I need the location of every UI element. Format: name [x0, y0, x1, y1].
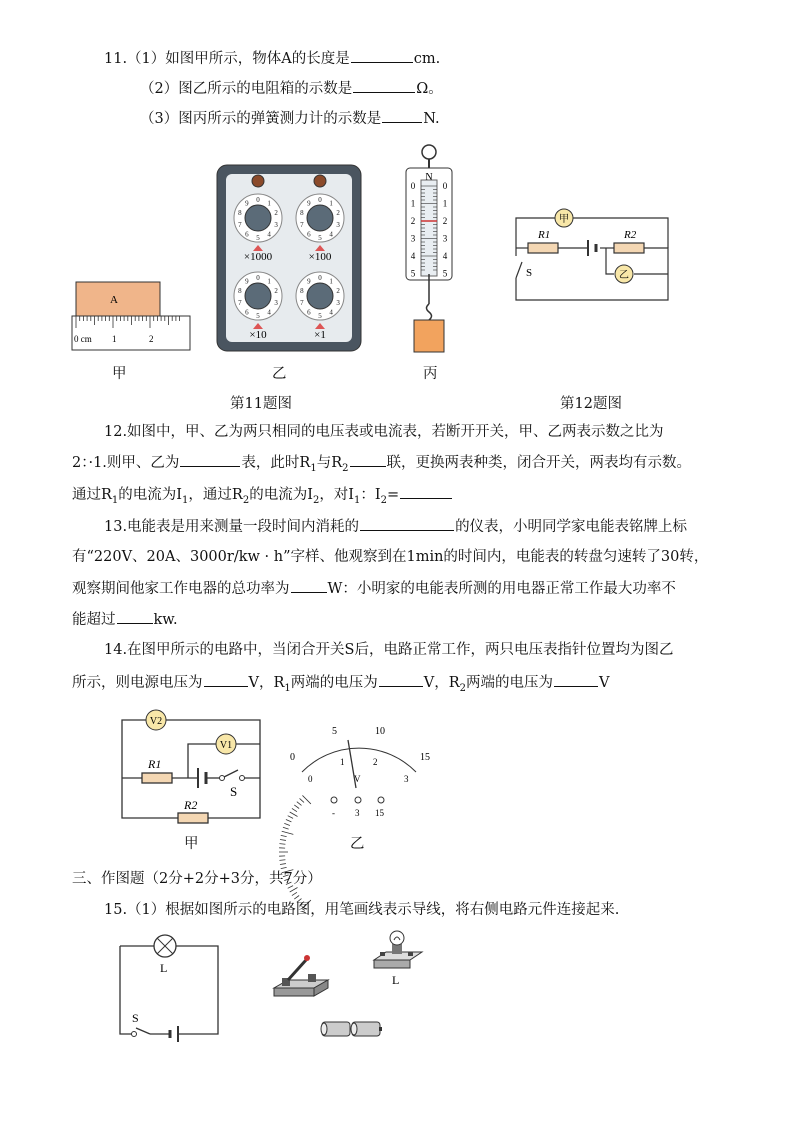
circuit-12	[510, 200, 685, 310]
meter-yi-label: 乙	[619, 270, 629, 281]
lamp-label: L	[160, 961, 168, 975]
object-a	[76, 282, 160, 316]
dial-digit: 3	[336, 220, 340, 229]
answer-blank[interactable]	[360, 516, 454, 531]
q12-line3: 通过$R_1$的电流为$I_1$，通过$R_2$的电流为$I_2$，对$I_1$：$I_2=$	[72, 484, 453, 511]
section-3-title: 三、作图题（2分+2分+3分，共7分）	[72, 871, 322, 887]
terminal	[252, 175, 264, 187]
ruler-body	[72, 316, 190, 350]
r1-label: R1	[148, 757, 162, 771]
dial-digit: 1	[267, 199, 271, 208]
inner-tick-0: 0	[308, 774, 313, 784]
circuit-15	[116, 932, 226, 1044]
dial-tick	[292, 808, 297, 811]
outer-tick-0: 0	[290, 752, 295, 763]
object-a-label: A	[110, 294, 118, 306]
scale-tick-label: 5	[442, 268, 448, 279]
outer-tick-5: 5	[332, 726, 337, 737]
dial-digit: 2	[336, 287, 340, 296]
ruler-tick-2: 2	[149, 334, 154, 344]
dial-tick	[280, 839, 286, 840]
scale-tick-label: 2	[410, 216, 416, 226]
dial-digit: 5	[318, 234, 322, 242]
dial-digit: 0	[256, 274, 260, 282]
dial-digit: 4	[329, 230, 333, 239]
scale-tick-label: 2	[442, 216, 448, 226]
inner-tick-2: 2	[373, 757, 378, 767]
dial-tick	[294, 805, 299, 809]
dial-digit: 9	[245, 199, 249, 208]
scale-tick-label: 5	[410, 268, 416, 279]
ruler-tick-0: 0 cm	[74, 334, 92, 344]
answer-blank[interactable]	[382, 108, 422, 123]
r2-label: R2	[184, 798, 198, 812]
dial-tick	[288, 816, 293, 819]
figure-12-caption: 第12题图	[560, 396, 622, 412]
answer-blank[interactable]	[180, 452, 240, 467]
dial-digit: 8	[238, 209, 242, 218]
dial-tick	[286, 819, 291, 821]
dial-digit: 5	[256, 234, 260, 242]
dial-digit: 9	[245, 277, 249, 286]
figure-11-caption: 第11题图	[230, 396, 292, 412]
dial-digit: 4	[267, 308, 271, 317]
q13-line1: 13.电能表是用来测量一段时间内消耗的 的仪表，小明同学家电能表铭牌上标	[104, 516, 687, 537]
multiplier-1: ×1	[314, 329, 326, 341]
answer-blank[interactable]	[291, 578, 327, 593]
terminal-label-15: 15	[375, 808, 384, 818]
dial-digit: 6	[307, 308, 311, 317]
dial-tick	[300, 798, 304, 802]
dial-tick	[284, 823, 290, 825]
meter-unit: V	[354, 774, 361, 784]
answer-blank[interactable]	[400, 484, 452, 499]
meter-jia-label: 甲	[559, 214, 569, 225]
dial-digit: 8	[238, 287, 242, 296]
caption-bing-11: 丙	[423, 366, 438, 382]
dial-digit: 9	[307, 277, 311, 286]
terminal-3	[355, 797, 361, 803]
switch-label: S	[526, 267, 533, 279]
dial-knob	[307, 205, 333, 231]
spring-scale	[400, 144, 460, 356]
dial-digit: 8	[300, 209, 304, 218]
scale-tick-label: 3	[410, 233, 416, 244]
scale-tick-label: 3	[442, 233, 448, 244]
scale-tick-label: 0	[410, 181, 416, 191]
switch-label: S	[230, 784, 238, 799]
inner-tick-3: 3	[404, 774, 409, 784]
dial-digit: 0	[256, 196, 260, 204]
dial-tick	[279, 860, 285, 861]
r1-label: R1	[538, 229, 551, 241]
dial-digit: 6	[307, 230, 311, 239]
dial-digit: 3	[274, 298, 278, 307]
caption-yi-11: 乙	[272, 366, 287, 382]
dial-digit: 4	[329, 308, 333, 317]
q11-line2: （2）图乙所示的电阻箱的示数是 Ω。	[140, 78, 443, 99]
dial-digit: 1	[329, 199, 333, 208]
caption-jia-11: 甲	[112, 366, 127, 382]
dial-digit: 9	[307, 199, 311, 208]
outer-tick-15: 15	[420, 752, 430, 763]
answer-blank[interactable]	[379, 672, 423, 687]
terminal-label-neg: -	[332, 808, 335, 818]
q11-line1: 11.（1）如图甲所示，物体A的长度是 cm.	[104, 48, 440, 69]
dial-digit: 1	[329, 277, 333, 286]
inner-tick-1: 1	[340, 757, 345, 767]
q13-line2: 有“220V、20A、3000r/kw · h”字样、他观察到在1min的时间内，电能表的转盘匀速转了30转，	[72, 549, 709, 565]
dial-knob	[307, 283, 333, 309]
terminal-neg	[331, 797, 337, 803]
dial-digit: 3	[274, 220, 278, 229]
dial-digit: 2	[274, 287, 278, 296]
multiplier-10: ×10	[249, 329, 267, 341]
multiplier-1000: ×1000	[243, 251, 273, 263]
ruler-tick-1: 1	[112, 334, 117, 344]
q14-line1: 14.在图甲所示的电路中，当闭合开关S后，电路正常工作，两只电压表指针位置均为图乙	[104, 642, 674, 658]
caption-yi-14: 乙	[350, 836, 365, 852]
dial-digit: 2	[336, 209, 340, 218]
battery-component	[318, 1016, 384, 1040]
voltmeter-dial	[282, 720, 438, 820]
dial-digit: 4	[267, 230, 271, 239]
dial-tick	[283, 827, 289, 829]
scale-tick-label: 4	[442, 251, 448, 261]
dial-tick	[292, 892, 297, 895]
v1-label: V1	[219, 740, 233, 751]
scale-unit: N	[425, 172, 433, 183]
answer-blank[interactable]	[353, 78, 415, 93]
dial-digit: 2	[274, 209, 278, 218]
terminal-label-3: 3	[355, 808, 360, 818]
scale-tick-label: 0	[442, 181, 448, 191]
dial-digit: 8	[300, 287, 304, 296]
dial-knob	[245, 205, 271, 231]
answer-blank[interactable]	[554, 672, 598, 687]
dial-digit: 1	[267, 277, 271, 286]
v2-label: V2	[149, 716, 163, 727]
q15-line1: 15.（1）根据如图所示的电路图，用笔画线表示导线，将右侧电路元件连接起来.	[104, 902, 620, 918]
lamp-component	[372, 928, 424, 986]
dial-tick	[280, 864, 286, 865]
multiplier-100: ×100	[308, 251, 332, 263]
hanging-weight	[414, 320, 444, 352]
ruler-figure	[72, 280, 192, 355]
lamp-component-label: L	[392, 973, 400, 987]
caption-jia-14: 甲	[184, 836, 199, 852]
dial-tick	[297, 802, 302, 806]
terminal-15	[378, 797, 384, 803]
dial-digit: 3	[336, 298, 340, 307]
knife-switch-component	[270, 952, 332, 1006]
scale-tick-label: 1	[442, 198, 448, 209]
dial-digit: 0	[318, 274, 322, 282]
dial-digit: 6	[245, 230, 249, 239]
answer-blank[interactable]	[350, 452, 386, 467]
dial-tick	[281, 835, 287, 836]
dial-tick	[294, 895, 299, 899]
dial-knob	[245, 283, 271, 309]
r2-label: R2	[624, 229, 637, 241]
q13-line4: 能超过 kw.	[72, 609, 178, 630]
dial-tick	[290, 812, 298, 817]
resistance-box	[216, 164, 362, 354]
q11-line3: （3）图丙所示的弹簧测力计的示数是 N.	[140, 108, 440, 129]
dial-digit: 7	[300, 220, 304, 229]
dial-digit: 7	[238, 220, 242, 229]
dial-tick	[282, 831, 294, 834]
dial-digit: 5	[256, 312, 260, 320]
terminal	[314, 175, 326, 187]
scale-tick-label: 1	[410, 198, 416, 209]
scale-tick-label: 4	[410, 251, 416, 261]
q12-line2: 2：·1.则甲、乙为 表，此时$R_1$与$R_2$ 联，更换两表种类，闭合开关，两表均有示数。	[72, 452, 691, 479]
dial-digit: 7	[300, 298, 304, 307]
answer-blank[interactable]	[351, 48, 413, 63]
dial-tick	[279, 844, 285, 845]
dial-digit: 0	[318, 196, 322, 204]
answer-blank[interactable]	[117, 609, 153, 624]
dial-digit: 5	[318, 312, 322, 320]
outer-tick-10: 10	[375, 726, 385, 737]
dial-digit: 6	[245, 308, 249, 317]
answer-blank[interactable]	[204, 672, 248, 687]
switch-label: S	[132, 1011, 139, 1025]
q12-line1: 12.如图中，甲、乙为两只相同的电压表或电流表，若断开开关，甲、乙两表示数之比为	[104, 424, 664, 440]
q13-line3: 观察期间他家工作电器的总功率为 W：小明家的电能表所测的用电器正常工作最大功率不	[72, 578, 676, 599]
q14-line2: 所示，则电源电压为 V，$R_1$两端的电压为 V，$R_2$两端的电压为 V	[72, 672, 610, 699]
circuit-14	[118, 710, 268, 826]
dial-digit: 7	[238, 298, 242, 307]
